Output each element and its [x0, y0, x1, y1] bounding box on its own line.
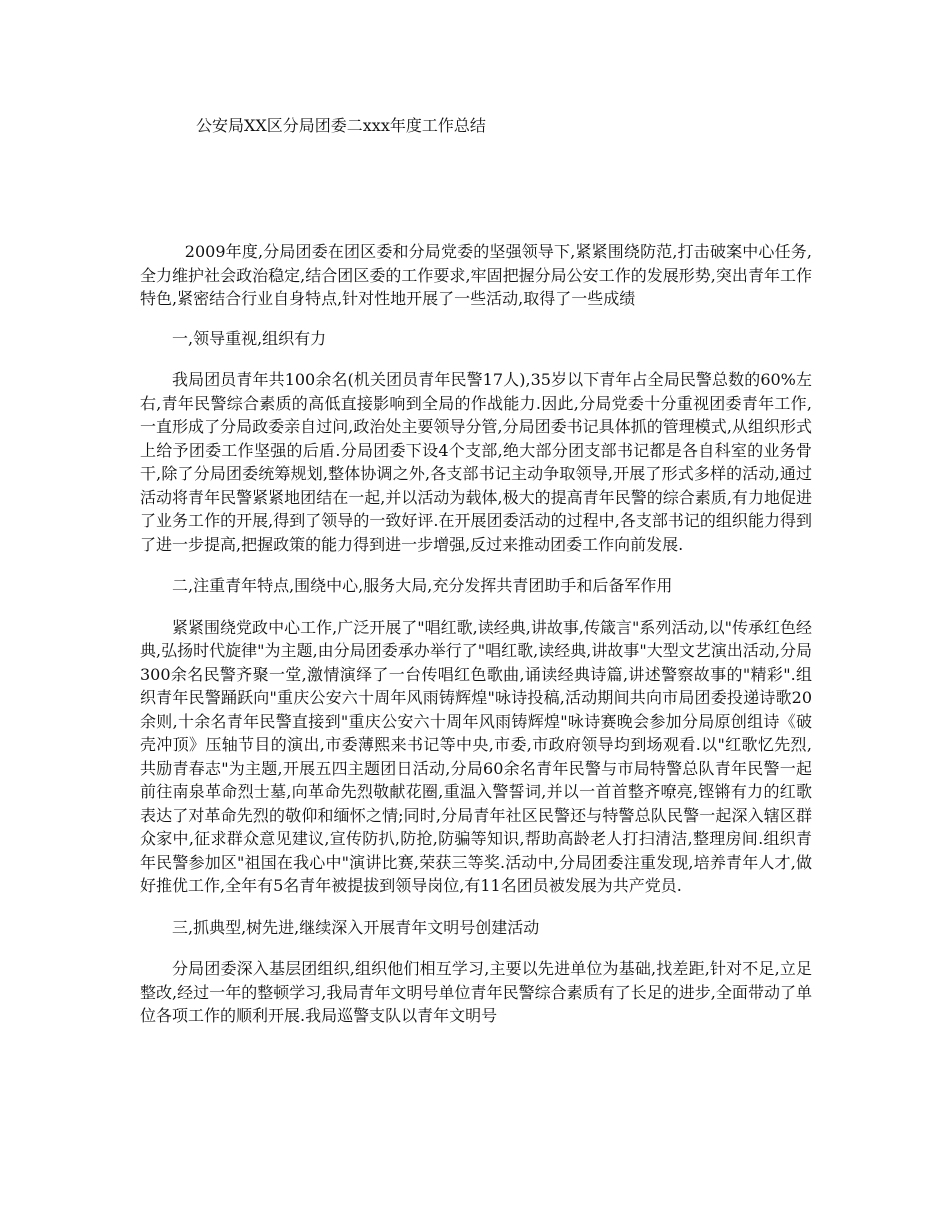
section-heading-1: 一,领导重视,组织有力: [172, 328, 327, 348]
document-title: 公安局XX区分局团委二xxx年度工作总结: [196, 116, 486, 135]
paragraph-section-3: 分局团委深入基层团组织,组织他们相互学习,主要以先进单位为基础,找差距,针对不足,立足整改,经过一年的整顿学习,我局青年文明号单位青年民警综合素质有了长足的进步,全面带动了单位各项工作的顺利开展.我局巡警支队以青年文明号: [140, 959, 812, 1025]
paragraph-intro: 2009年度,分局团委在团区委和分局党委的坚强领导下,紧紧围绕防范,打击破案中心任务,全力维护社会政治稳定,结合团区委的工作要求,牢固把握分局公安工作的发展形势,突出青年工作特色,紧密结合行业自身特点,针对性地开展了一些活动,取得了一些成绩: [140, 242, 812, 308]
section-heading-3: 三,抓典型,树先进,继续深入开展青年文明号创建活动: [172, 917, 540, 937]
paragraph-section-1: 我局团员青年共100余名(机关团员青年民警17人),35岁以下青年占全局民警总数的60%左右,青年民警综合素质的高低直接影响到全局的作战能力.因此,分局党委十分重视团委青年工作,一直形成了分局政委亲自过问,政治处主要领导分管,分局团委书记具体抓的管理模式,从组织形式上给予团委工作坚强的后盾.分局团委下设4个支部,绝大部分团支部书记都是各自科室的业务骨干,除了分局团委统筹规划,整体协调之外,各支部书记主动争取领导,开展了形式多样的活动,通过活动将青年民警紧紧地团结在一起,并以活动为载体,极大的提高青年民警的综合素质,有力地促进了业务工作的开展,得到了领导的一致好评.在开展团委活动的过程中,各支部书记的组织能力得到了进一步提高,把握政策的能力得到进一步增强,反过来推动团委工作向前发展.: [140, 370, 812, 554]
paragraph-section-2: 紧紧围绕党政中心工作,广泛开展了"唱红歌,读经典,讲故事,传箴言"系列活动,以"传承红色经典,弘扬时代旋律"为主题,由分局团委承办举行了"唱红歌,读经典,讲故事"大型文艺演出活动,分局300余名民警齐聚一堂,激情演绎了一台传唱红色歌曲,诵读经典诗篇,讲述警察故事的"精彩".组织青年民警踊跃向"重庆公安六十周年风雨铸辉煌"咏诗投稿,活动期间共向市局团委投递诗歌20余则,十余名青年民警直接到"重庆公安六十周年风雨铸辉煌"咏诗赛晚会参加分局原创组诗《破壳冲顶》压轴节目的演出,市委薄熙来书记等中央,市委,市政府领导均到场观看.以"红歌忆先烈,共励青春志"为主题,开展五四主题团日活动,分局60余名青年民警与市局特警总队青年民警一起前往南泉革命烈士墓,向革命先烈敬献花圈,重温入警誓词,并以一首首整齐嘹亮,铿锵有力的红歌表达了对革命先烈的敬仰和缅怀之情;同时,分局青年社区民警还与特警总队民警一起深入辖区群众家中,征求群众意见建议,宣传防扒,防抢,防骗等知识,帮助高龄老人打扫清洁,整理房间.组织青年民警参加区"祖国在我心中"演讲比赛,荣获三等奖.活动中,分局团委注重发现,培养青年人才,做好推优工作,全年有5名青年被提拔到领导岗位,有11名团员被发展为共产党员.: [140, 617, 812, 895]
section-heading-2: 二,注重青年特点,围绕中心,服务大局,充分发挥共青团助手和后备军作用: [172, 576, 673, 595]
document-body: [140, 240, 812, 1028]
